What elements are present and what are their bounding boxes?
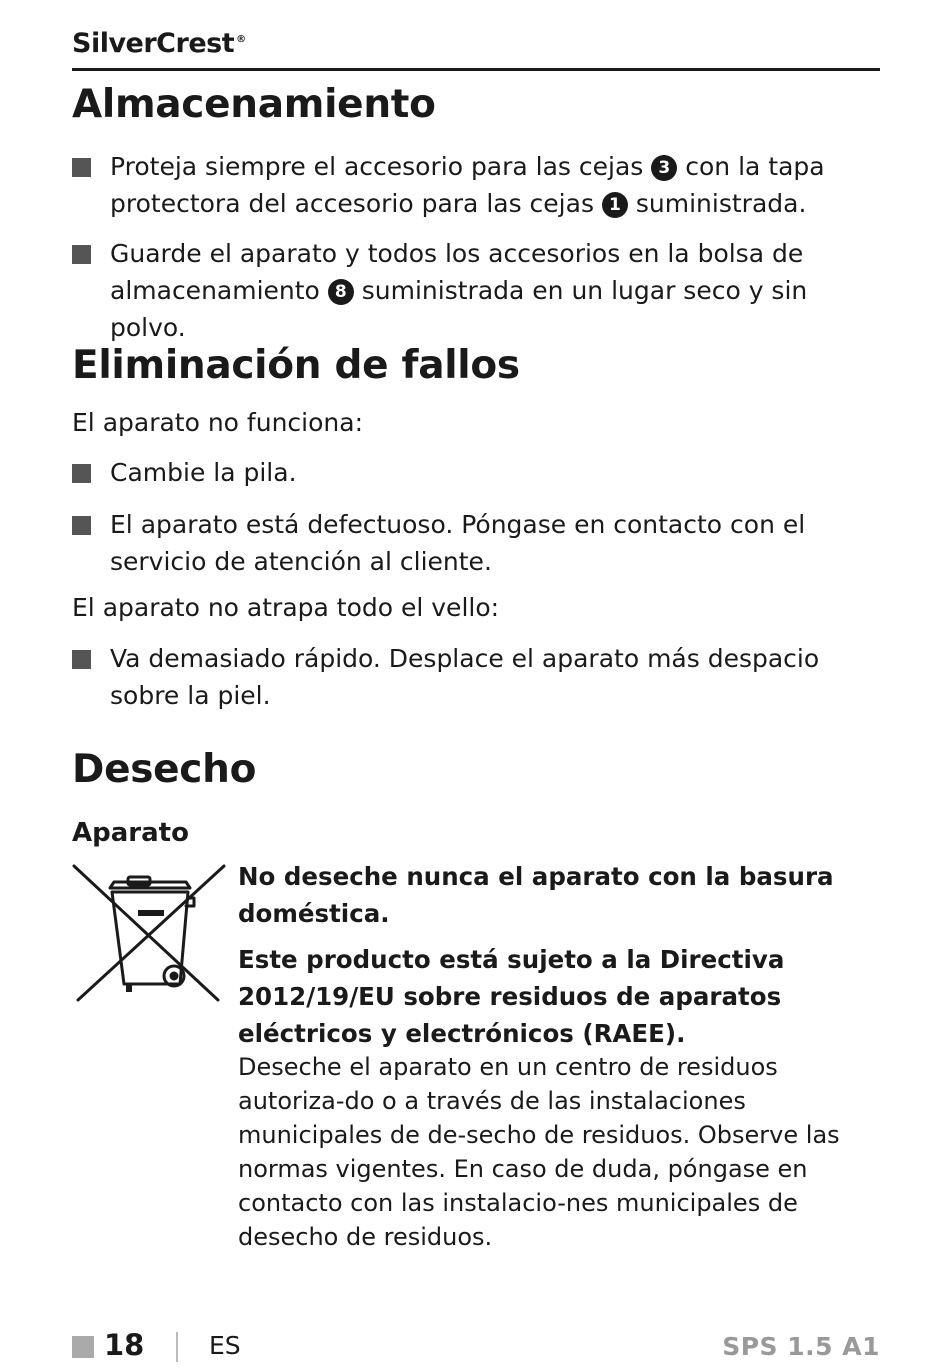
storage-item-2-text <box>110 235 872 346</box>
storage-heading: Almacenamiento <box>72 82 436 127</box>
brand-logo <box>72 28 246 59</box>
troubleshooting-item-2 <box>72 506 872 580</box>
header-divider <box>72 68 880 71</box>
bullet-square-icon <box>72 650 91 669</box>
disposal-warning: No deseche nunca el aparato con la basura doméstica. <box>238 862 834 928</box>
troubleshooting-intro-1: El aparato no funciona: <box>72 408 363 437</box>
page-number: 18 <box>104 1328 145 1362</box>
troubleshooting-item-1 <box>72 454 872 491</box>
brand-registered-mark: ® <box>236 34 246 45</box>
troubleshooting-item-3 <box>72 640 872 714</box>
troubleshooting-item-1-text: Cambie la pila. <box>110 458 297 487</box>
storage-item-1-part-c: suministrada. <box>635 189 807 218</box>
model-number: SPS 1.5 A1 <box>722 1332 880 1361</box>
part-number-1-icon: 1 <box>602 192 628 218</box>
footer-separator <box>176 1332 178 1362</box>
disposal-instructions: Deseche el aparato en un centro de residuos autoriza-do o a través de las instalaciones municipales de de-secho de residuos. Observe las normas vigentes. En caso de duda, póngase en contacto con las instalacio-nes municipales de desecho de residuos. <box>238 1053 840 1251</box>
storage-item-1 <box>72 148 872 222</box>
brand-name: SilverCrest <box>72 28 235 59</box>
disposal-directive: Este producto está sujeto a la Directiva 2012/19/EU sobre residuos de aparatos eléctricos y electrónicos (RAEE). <box>238 945 785 1048</box>
troubleshooting-heading: Eliminación de fallos <box>72 343 520 388</box>
disposal-heading: Desecho <box>72 747 257 792</box>
part-number-3-icon: 3 <box>651 155 677 181</box>
bullet-square-icon <box>72 158 91 177</box>
bullet-square-icon <box>72 245 91 264</box>
manual-page <box>72 0 880 1368</box>
page-footer <box>72 1328 880 1368</box>
disposal-subheading: Aparato <box>72 818 189 848</box>
storage-item-2-part-a: Guarde el aparato y todos los accesorios en la bolsa de almacenamiento <box>110 239 804 305</box>
troubleshooting-intro-2: El aparato no atrapa todo el vello: <box>72 593 500 622</box>
storage-item-1-part-b: con la tapa protectora del accesorio para las cejas <box>110 152 825 218</box>
crossed-out-wheelie-bin-icon <box>72 860 228 1010</box>
storage-item-1-text <box>110 148 872 222</box>
storage-item-2-part-b: suministrada en un lugar seco y sin polvo. <box>110 276 808 342</box>
storage-item-2 <box>72 235 872 346</box>
bullet-square-icon <box>72 516 91 535</box>
storage-item-1-part-a: Proteja siempre el accesorio para las cejas <box>110 152 644 181</box>
bullet-square-icon <box>72 464 91 483</box>
troubleshooting-item-2-text: El aparato está defectuoso. Póngase en contacto con el servicio de atención al cliente. <box>110 510 806 576</box>
part-number-8-icon: 8 <box>328 279 354 305</box>
language-code: ES <box>209 1331 241 1360</box>
page-marker-square-icon <box>72 1336 94 1358</box>
troubleshooting-item-3-text: Va demasiado rápido. Desplace el aparato más despacio sobre la piel. <box>110 644 820 710</box>
